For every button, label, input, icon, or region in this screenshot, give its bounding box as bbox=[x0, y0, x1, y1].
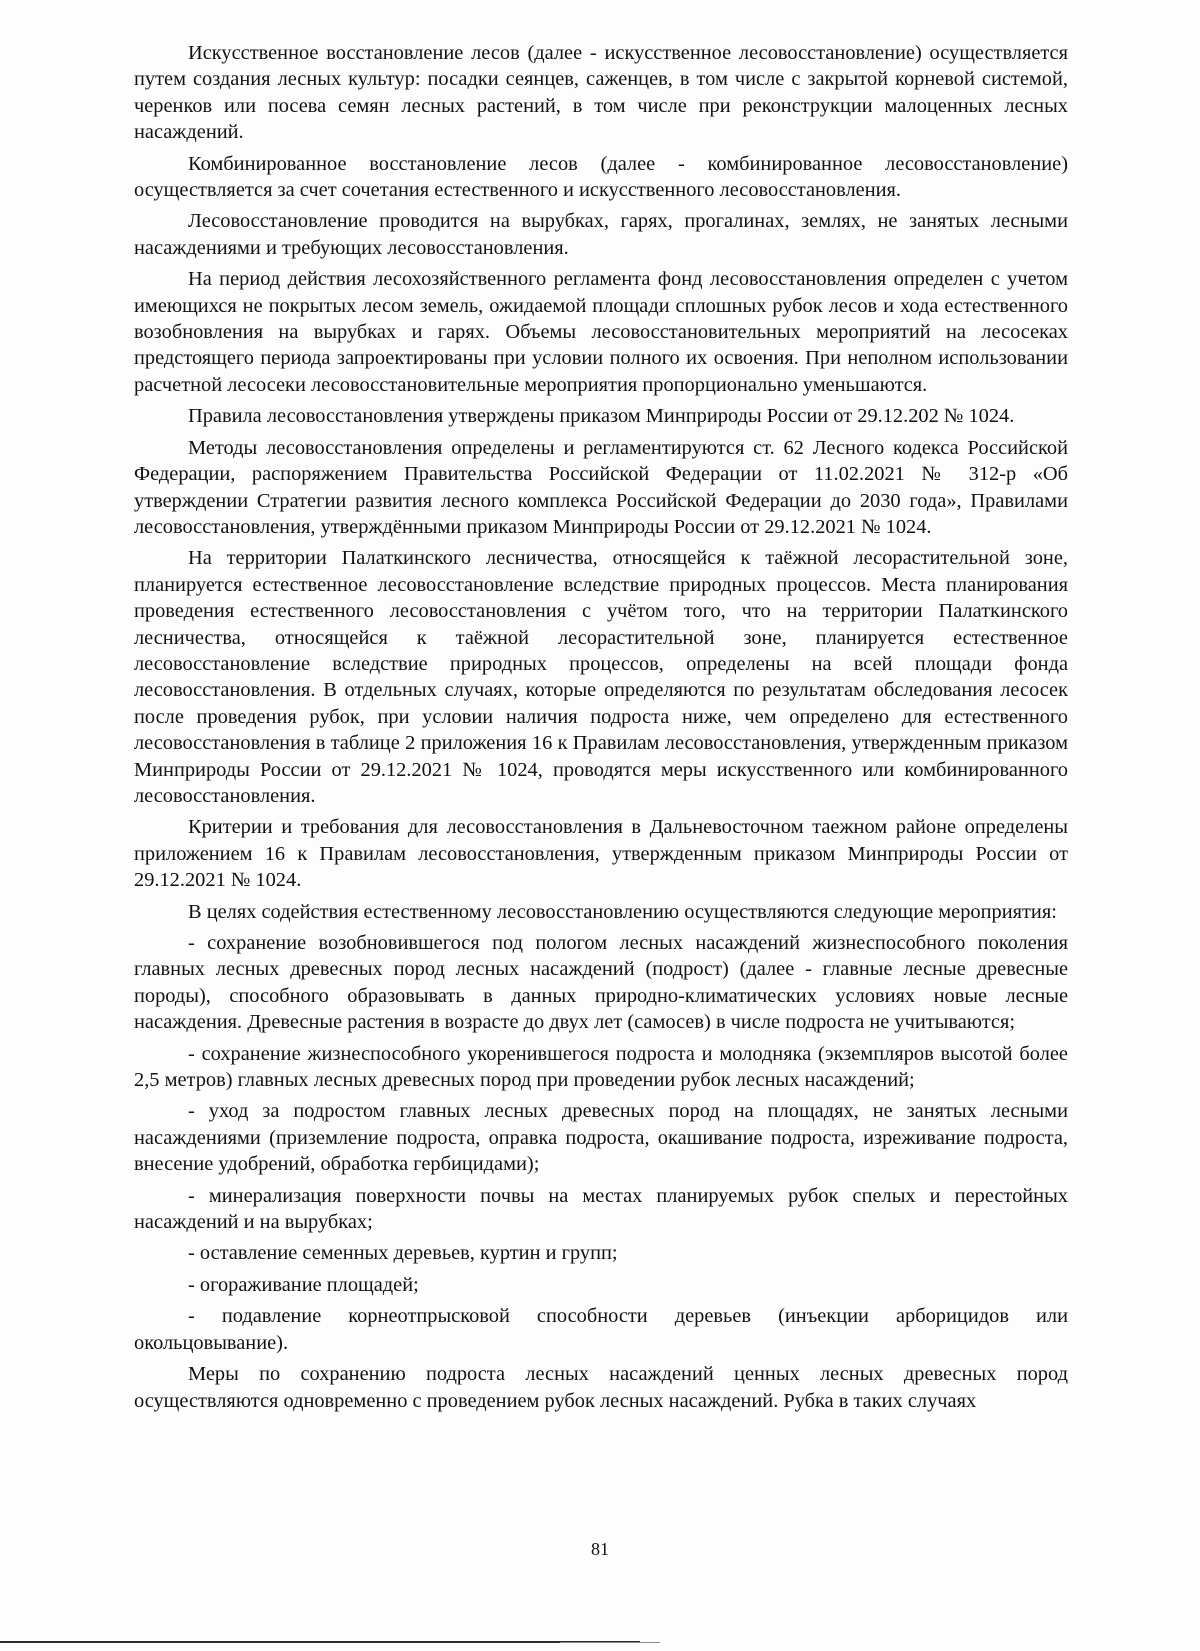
list-item-undergrowth-care: - уход за подростом главных лесных древесных пород на площадях, не занятых лесными насаждениями (приземление подроста, оправка подроста, окашивание подроста, изреживание подроста, внесение удобрений, обработка гербицидами); bbox=[134, 1100, 1068, 1176]
list-item-fencing: - огораживание площадей; bbox=[188, 1273, 419, 1296]
scan-edge-faint-line bbox=[560, 1642, 660, 1643]
body-text bbox=[134, 40, 1068, 1419]
page-number: 81 bbox=[591, 1539, 609, 1559]
scan-edge-line bbox=[0, 1641, 640, 1643]
paragraph-artificial-restoration: Искусственное восстановление лесов (далее - искусственное лесовосстановление) осуществляется путем создания лесных культур: посадки сеянцев, саженцев, в том числе с закрытой корневой системой, черенков или посева семян лесных растений, в том числе при реконструкции малоценных лесных насаждений. bbox=[134, 42, 1068, 144]
list-item-seed-trees: - оставление семенных деревьев, куртин и групп; bbox=[188, 1242, 618, 1265]
paragraph-combined-restoration: Комбинированное восстановление лесов (далее - комбинированное лесовосстановление) осуществляется за счет сочетания естественного и искусственного лесовосстановления. bbox=[134, 152, 1068, 202]
paragraph-restoration-areas: Лесовосстановление проводится на вырубках, гарях, прогалинах, землях, не занятых лесными насаждениями и требующих лесовосстановления. bbox=[134, 210, 1068, 259]
list-item-sprout-suppression: - подавление корнеотпрысковой способности деревьев (инъекции арборицидов или окольцовывание). bbox=[134, 1305, 1068, 1354]
paragraph-restoration-methods: Методы лесовосстановления определены и регламентируются ст. 62 Лесного кодекса Российской Федерации, распоряжением Правительства Российской Федерации от 11.02.2021 № 312-р «Об утверждении Стратегии развития лесного комплекса Российской Федерации до 2030 года», Правилами лесовосстановления, утверждёнными приказом Минприроды России от 29.12.2021 № 1024. bbox=[134, 436, 1068, 538]
paragraph-assistance-measures: В целях содействия естественному лесовосстановлению осуществляются следующие мероприятия: bbox=[188, 900, 1057, 923]
paragraph-criteria: Критерии и требования для лесовосстановления в Дальневосточном таежном районе определены приложением 16 к Правилам лесовосстановления, утвержденным приказом Минприроды России от 29.12.2021 № 1024. bbox=[134, 816, 1068, 892]
paragraph-restoration-fund: На период действия лесохозяйственного регламента фонд лесовосстановления определен с учетом имеющихся не покрытых лесом земель, ожидаемой площади сплошных рубок лесов и хода естественного возобновления на вырубках и гарях. Объемы лесовосстановительных мероприятий на лесосеках предстоящего периода запроектированы при условии полного их освоения. При неполном использовании расчетной лесосеки лесовосстановительные мероприятия пропорционально уменьшаются. bbox=[134, 268, 1068, 396]
list-item-undergrowth-preservation: - сохранение возобновившегося под пологом лесных насаждений жизнеспособного поколения главных лесных древесных пород лесных насаждений (подрост) (далее - главные лесные древесные породы), способного образовывать в данных природно-климатических условиях новые лесные насаждения. Древесные растения в возрасте до двух лет (самосев) в числе подроста не учитываются; bbox=[134, 932, 1068, 1034]
paragraph-undergrowth-measures: Меры по сохранению подроста лесных насаждений ценных лесных древесных пород осуществляются одновременно с проведением рубок лесных насаждений. Рубка в таких случаях bbox=[134, 1363, 1068, 1412]
paragraph-restoration-rules: Правила лесовосстановления утверждены приказом Минприроды России от 29.12.202 № 1024. bbox=[188, 405, 1015, 428]
list-item-young-growth-preservation: - сохранение жизнеспособного укоренившегося подроста и молодняка (экземпляров высотой более 2,5 метров) главных лесных древесных пород при проведении рубок лесных насаждений; bbox=[134, 1042, 1068, 1092]
list-item-soil-mineralization: - минерализация поверхности почвы на местах планируемых рубок спелых и перестойных насаждений и на вырубках; bbox=[134, 1184, 1068, 1234]
paragraph-palatka-forestry: На территории Палаткинского лесничества, относящейся к таёжной лесорастительной зоне, планируется естественное лесовосстановление вследствие природных процессов. Места планирования проведения естественного лесовосстановления с учётом того, что на территории Палаткинского лесничества, относящейся к таёжной лесорастительной зоне, планируется естественное лесовосстановление вследствие природных процессов, определены на всей площади фонда лесовосстановления. В отдельных случаях, которые определяются по результатам обследования лесосек после проведения рубок, при условии наличия подроста ниже, чем определено для естественного лесовосстановления в таблице 2 приложения 16 к Правилам лесовосстановления, утвержденным приказом Минприроды России от 29.12.2021 № 1024, проводятся меры искусственного или комбинированного лесовосстановления. bbox=[134, 547, 1068, 807]
